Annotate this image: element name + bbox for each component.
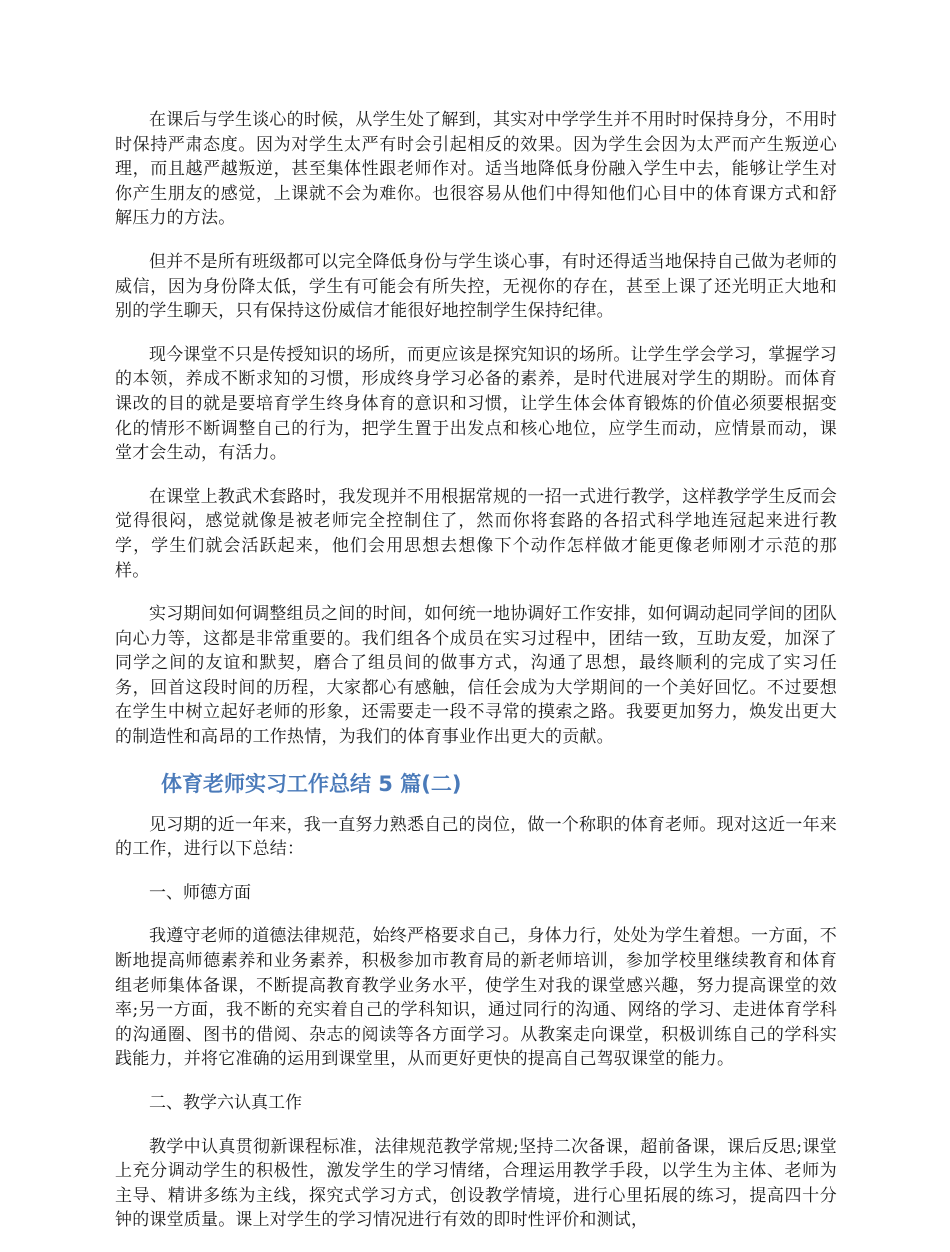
section-1-body: 我遵守老师的道德法律规范，始终严格要求自己，身体力行，处处为学生着想。一方面，不断地提高师德素养和业务素养，积极参加市教育局的新老师培训，参加学校里继续教育和体育组老师集体备课，不断提高教育教学业务水平，使学生对我的课堂感兴趣，努力提高课堂的效率;另一方面，我不断的充实着自己的学科知识，通过同行的沟通、网络的学习、走进体育学科的沟通圈、图书的借阅、杂志的阅读等各方面学习。从教案走向课堂，积极训练自己的学科实践能力，并将它准确的运用到课堂里，从而更好更快的提高自己驾驭课堂的能力。 [115, 926, 837, 1070]
section-heading: 体育老师实习工作总结 5 篇(二) [161, 771, 462, 796]
paragraph-5: 实习期间如何调整组员之间的时间，如何统一地协调好工作安排，如何调动起同学间的团队向心力等，这都是非常重要的。我们组各个成员在实习过程中，团结一致，互助友爱，加深了同学之间的友谊和默契，磨合了组员间的做事方式，沟通了思想，最终顺利的完成了实习任务，回首这段时间的历程，大家都心有感触，信任会成为大学期间的一个美好回忆。不过要想在学生中树立起好老师的形象，还需要走一段不寻常的摸索之路。我要更加努力，焕发出更大的制造性和高昂的工作热情，为我们的体育事业作出更大的贡献。 [115, 604, 837, 748]
paragraph-4: 在课堂上教武术套路时，我发现并不用根据常规的一招一式进行教学，这样教学学生反而会觉得很闷，感觉就像是被老师完全控制住了，然而你将套路的各招式科学地连冠起来进行教学，学生们就会活跃起来，他们会用思想去想像下个动作怎样做才能更像老师刚才示范的那样。 [115, 486, 837, 581]
paragraph-2: 但并不是所有班级都可以完全降低身份与学生谈心事，有时还得适当地保持自己做为老师的威信，因为身份降太低，学生有可能会有所失控，无视你的存在，甚至上课了还光明正大地和别的学生聊天，只有保持这份威信才能很好地控制学生保持纪律。 [115, 251, 837, 322]
paragraph-1: 在课后与学生谈心的时候，从学生处了解到，其实对中学学生并不用时时保持身分，不用时时保持严肃态度。因为对学生太严有时会引起相反的效果。因为学生会因为太严而产生叛逆心理，而且越严越叛逆，甚至集体性跟老师作对。适当地降低身份融入学生中去，能够让学生对你产生朋友的感觉，上课就不会为难你。也很容易从他们中得知他们心目中的体育课方式和舒解压力的方法。 [115, 110, 837, 229]
section-2-title: 二、教学六认真工作 [149, 1093, 302, 1113]
paragraph-3: 现今课堂不只是传授知识的场所，而更应该是探究知识的场所。让学生学会学习，掌握学习的本领，养成不断求知的习惯，形成终身学习必备的素养，是时代进展对学生的期盼。而体育课改的目的就是要培育学生终身体育的意识和习惯，让学生体会体育锻炼的价值必须要根据变化的情形不断调整自己的行为，把学生置于出发点和核心地位，应学生而动，应情景而动，课堂才会生动，有活力。 [115, 344, 837, 464]
section-1-title: 一、师德方面 [149, 882, 251, 903]
section-2-body: 教学中认真贯彻新课程标准，法律规范教学常规;坚持二次备课，超前备课，课后反思;课堂上充分调动学生的积极性，激发学生的学习情绪，合理运用教学手段，以学生为主体、老师为主导、精讲多练为主线，探究式学习方式，创设教学情境，进行心里拓展的练习，提高四十分钟的课堂质量。课上对学生的学习情况进行有效的即时性评价和测试， [115, 1136, 837, 1231]
intro-paragraph: 见习期的近一年来，我一直努力熟悉自己的岗位，做一个称职的体育老师。现对这近一年来的工作，进行以下总结： [115, 814, 837, 860]
document-page [115, 108, 837, 1252]
